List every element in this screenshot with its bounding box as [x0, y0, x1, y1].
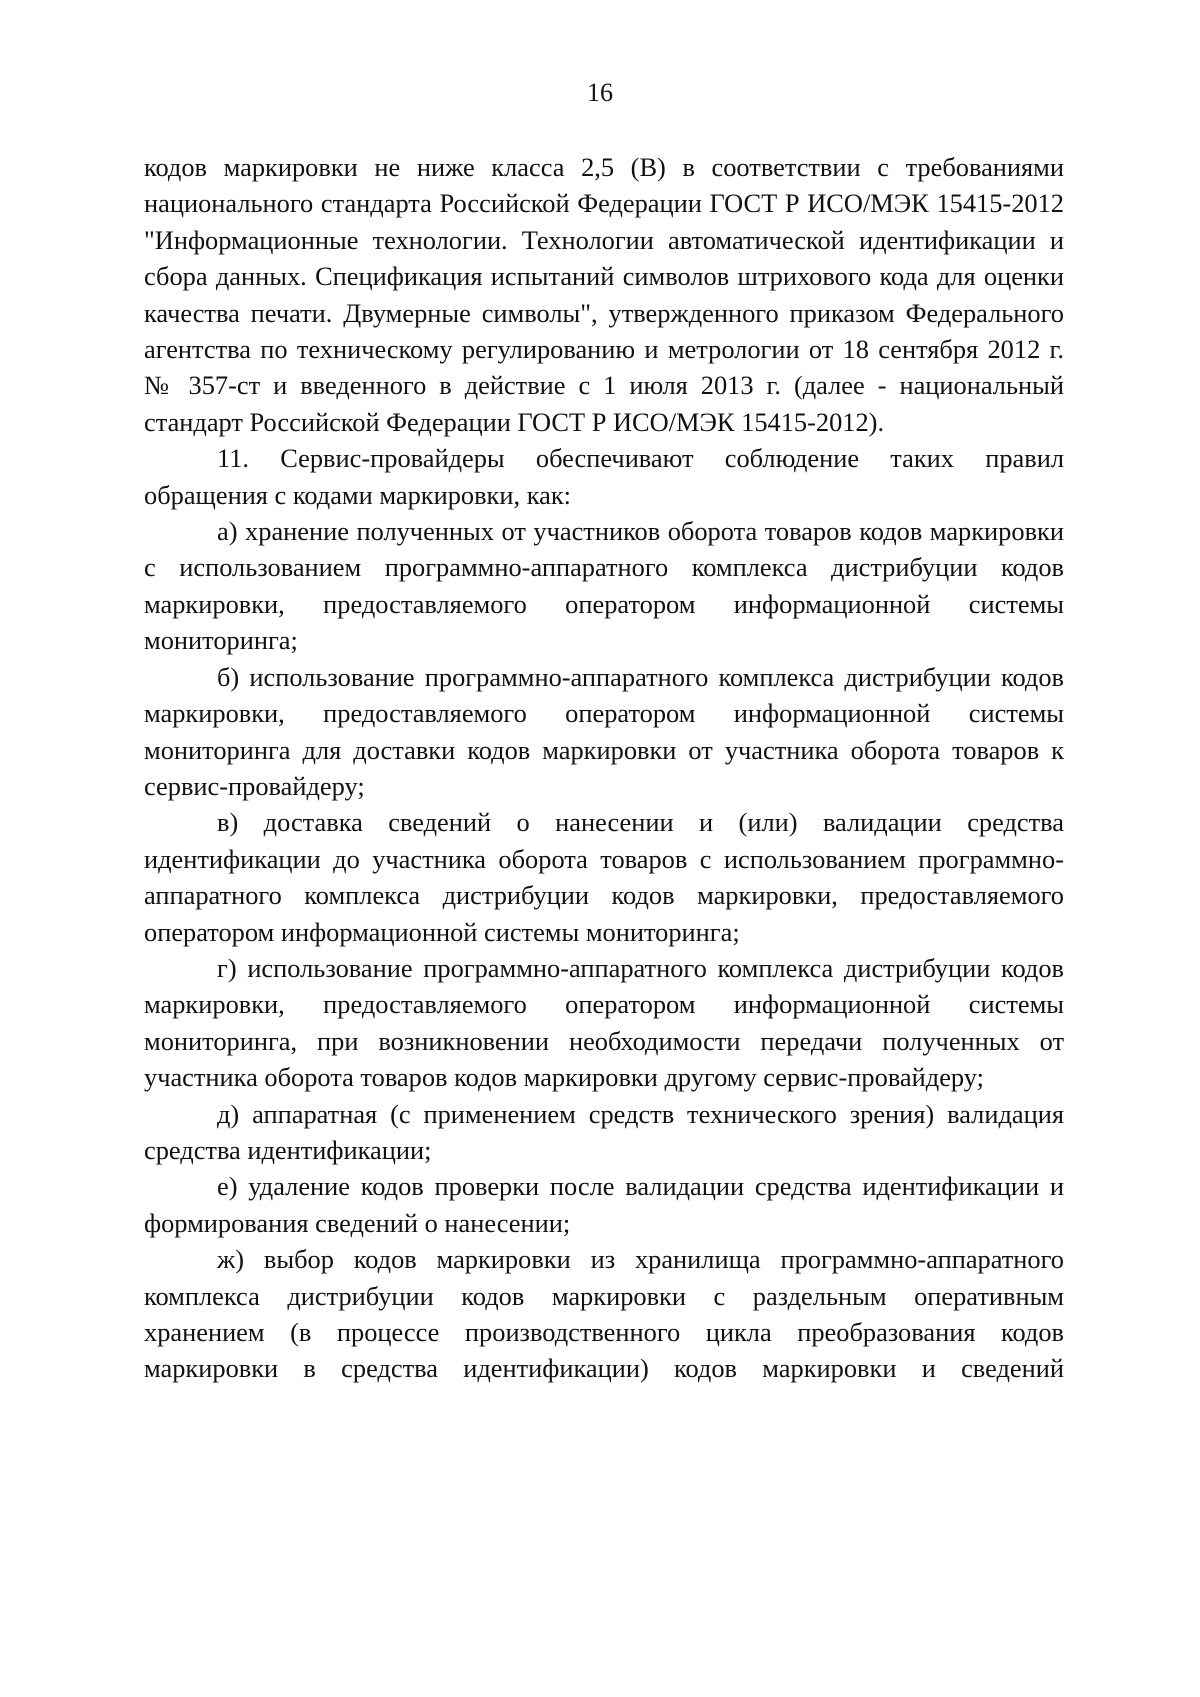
subitem-b: [144, 659, 1064, 805]
document-body: [144, 149, 1064, 1387]
subitem-letter: б): [217, 661, 240, 692]
subitem-letter: а): [217, 516, 238, 547]
paragraph-continuation: [144, 149, 1064, 440]
paragraph-text: кодов маркировки не ниже класса 2,5 (B) в соответствии с требованиями национального стандарта Российской Федерации ГОСТ Р ИСО/МЭК 15415-2012 "Информационные технологии. Технологии автоматической идентификации и сбора данных. Спецификация испытаний символов штрихового кода для оценки качества печати. Двумерные символы", утвержденного приказом Федерального агентства по техническому регулированию и метрологии от 18 сентября 2012 г. № 357-ст и введенного в действие с 1 июля 2013 г. (далее - национальный стандарт Российской Федерации ГОСТ Р ИСО/МЭК 15415-2012).: [144, 152, 1064, 437]
subitem-text: хранение полученных от участников оборота товаров кодов маркировки с использованием программно-аппаратного комплекса дистрибуции кодов маркировки, предоставляемого оператором информационной системы мониторинга;: [144, 516, 1064, 656]
subitem-v: [144, 804, 1064, 950]
paragraph-item-11: [144, 440, 1064, 513]
subitem-letter: г): [217, 952, 237, 983]
subitem-a: [144, 513, 1064, 659]
subitem-text: доставка сведений о нанесении и (или) валидации средства идентификации до участника оборота товаров с использованием программно-аппаратного комплекса дистрибуции кодов маркировки, предоставляемого оператором информационной системы мониторинга;: [144, 807, 1064, 947]
subitem-text: аппаратная (с применением средств технического зрения) валидация средства идентификации;: [144, 1098, 1064, 1165]
subitem-letter: д): [217, 1098, 240, 1129]
subitem-text: использование программно-аппаратного комплекса дистрибуции кодов маркировки, предоставляемого оператором информационной системы мониторинга, при возникновении необходимости передачи полученных от участника оборота товаров кодов маркировки другому сервис-провайдеру;: [144, 952, 1065, 1093]
subitem-d: [144, 1096, 1064, 1169]
page-number: 16: [587, 78, 613, 107]
subitem-letter: ж): [217, 1244, 245, 1275]
subitem-letter: е): [217, 1171, 238, 1202]
subitem-zh: [144, 1241, 1064, 1387]
subitem-e: [144, 1168, 1064, 1241]
paragraph-text: 11. Сервис-провайдеры обеспечивают соблюдение таких правил обращения с кодами маркировки, как:: [144, 443, 1064, 510]
subitem-text: использование программно-аппаратного комплекса дистрибуции кодов маркировки, предоставляемого оператором информационной системы мониторинга для доставки кодов маркировки от участника оборота товаров к сервис-провайдеру;: [144, 661, 1064, 801]
subitem-text: удаление кодов проверки после валидации средства идентификации и формирования сведений о нанесении;: [144, 1171, 1064, 1238]
subitem-text: выбор кодов маркировки из хранилища программно-аппаратного комплекса дистрибуции кодов маркировки с раздельным оперативным хранением (в процессе производственного цикла преобразования кодов маркировки в средства идентификации) кодов маркировки и сведений: [144, 1244, 1064, 1384]
subitem-g: [144, 950, 1064, 1096]
subitem-letter: в): [217, 807, 239, 838]
